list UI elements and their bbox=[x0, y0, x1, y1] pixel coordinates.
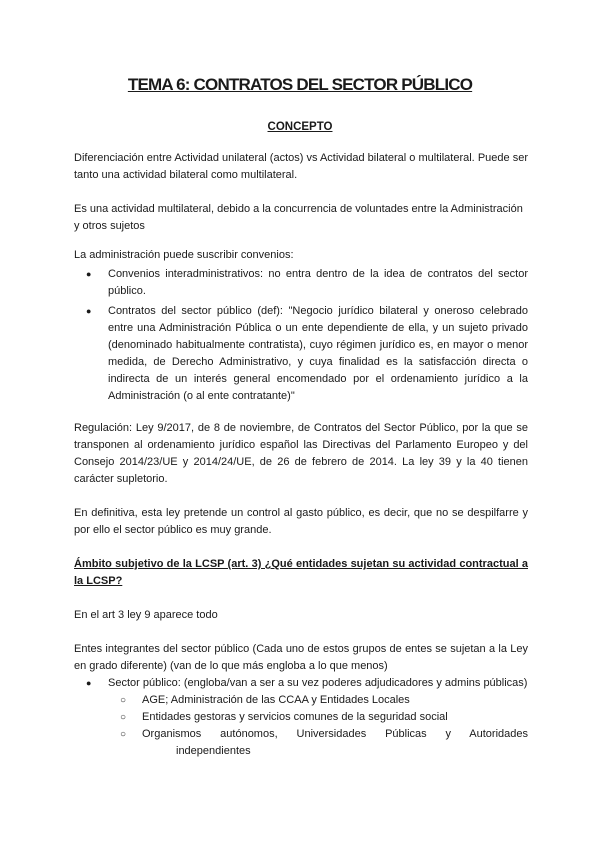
paragraph-en-definitiva: En definitiva, esta ley pretende un control al gasto público, es decir, que no se despilfarre y por ello el sector público es muy grande. bbox=[74, 507, 528, 536]
list-item-continuation: independientes bbox=[176, 745, 251, 757]
list-item: ● Sector público: (engloba/van a ser a su vez poderes adjudicadores y admins públicas) bbox=[74, 675, 528, 692]
list-item: ● Convenios interadministrativos: no entra dentro de la idea de contratos del sector público. bbox=[74, 266, 528, 300]
list-item: ○ Organismos autónomos, Universidades Públicas y Autoridades bbox=[108, 726, 528, 743]
convenios-list bbox=[74, 266, 528, 408]
paragraph-diferenciacion: Diferenciación entre Actividad unilateral (actos) vs Actividad bilateral o multilateral. Puede ser tanto una actividad bilateral como multilateral. bbox=[74, 152, 528, 181]
section-heading-ambito-subjetivo: Ámbito subjetivo de la LCSP (art. 3) ¿Qué entidades sujetan su actividad contractual a la LCSP? bbox=[74, 558, 528, 587]
section-heading-concepto: CONCEPTO bbox=[267, 121, 333, 133]
paragraph-art-3: En el art 3 ley 9 aparece todo bbox=[74, 609, 218, 621]
sector-publico-list bbox=[74, 675, 528, 692]
document-title: TEMA 6: CONTRATOS DEL SECTOR PÚBLICO bbox=[127, 75, 473, 94]
paragraph-entes-integrantes: Entes integrantes del sector público (Cada uno de estos grupos de entes se sujetan a la Ley en grado diferente) (van de lo que más engloba a lo que menos) bbox=[74, 643, 528, 672]
list-item: ● Contratos del sector público (def): "Negocio jurídico bilateral y oneroso celebrado entre una Administración Pública o un ente dependiente de ella, y un sujeto privado (denominado habitualmente contratista), cuyo régimen jurídico es, en mayor o menor medida, de Derecho Administrativo, y cuya finalidad es la satisfacción directa o indirecta de un interés general encomendado por el ordenamiento jurídico a la Administración (o al ente contratante)" bbox=[74, 303, 528, 405]
list-item: ○ AGE; Administración de las CCAA y Entidades Locales bbox=[108, 692, 528, 709]
paragraph-regulacion: Regulación: Ley 9/2017, de 8 de noviembre, de Contratos del Sector Público, por la que se transponen al ordenamiento jurídico español las Directivas del Parlamento Europeo y del Consejo 2014/23/UE y 2014/24/UE, de 26 de febrero de 2014. La ley 39 y la 40 tienen carácter supletorio. bbox=[74, 422, 528, 485]
paragraph-convenios-intro: La administración puede suscribir convenios: bbox=[74, 249, 294, 261]
list-item: ○ Entidades gestoras y servicios comunes de la seguridad social bbox=[108, 709, 528, 726]
sector-publico-sublist bbox=[108, 692, 528, 743]
paragraph-actividad-multilateral: Es una actividad multilateral, debido a la concurrencia de voluntades entre la Administración y otros sujetos bbox=[74, 203, 523, 232]
